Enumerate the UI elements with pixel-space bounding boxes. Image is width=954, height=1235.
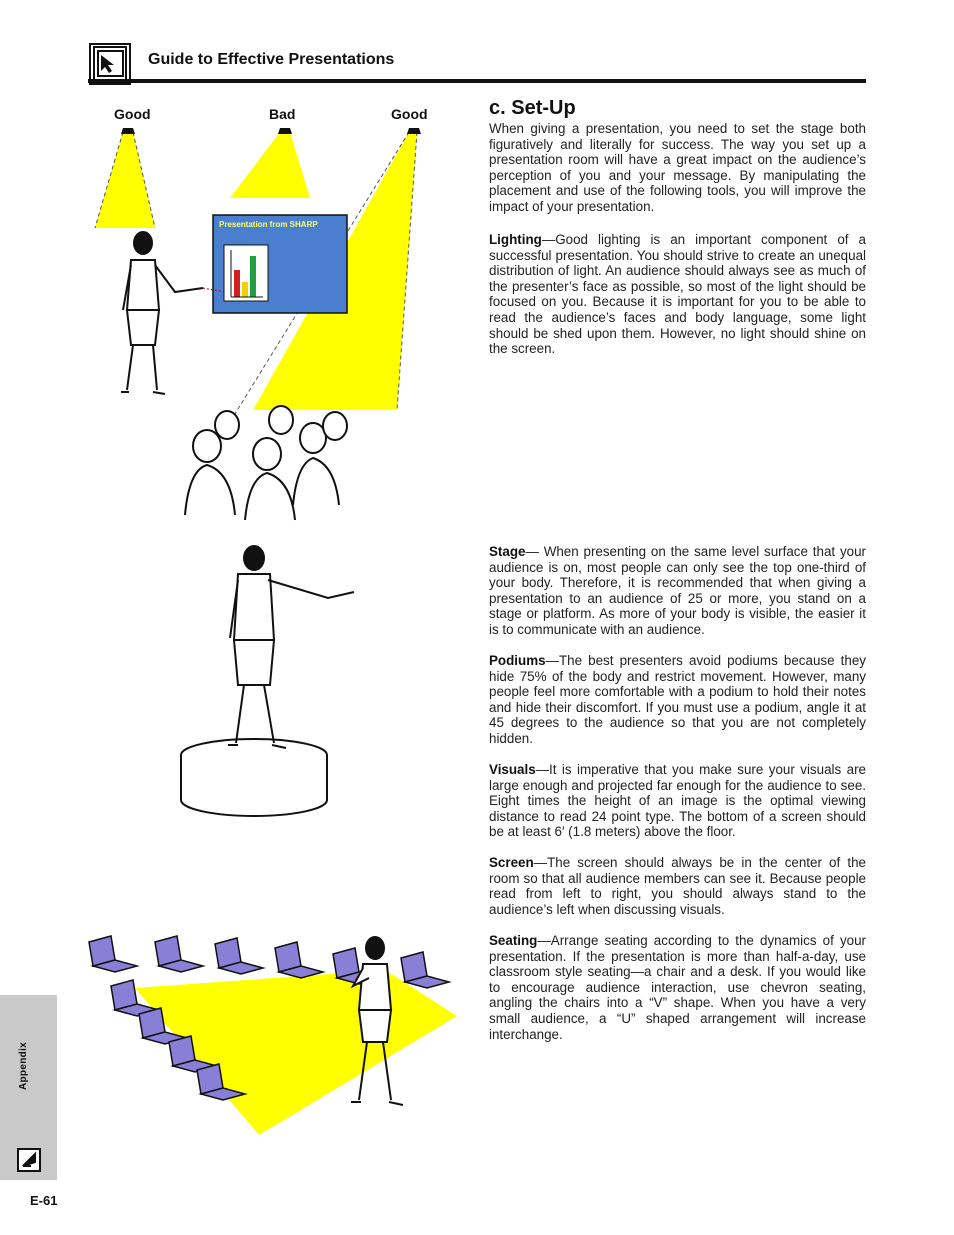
label-good-left: Good [114,106,151,122]
section-title: c. Set-Up [489,97,576,119]
header-rule [88,79,866,83]
page-number: E-61 [30,1193,58,1208]
sidebar-label: Appendix [18,1042,29,1090]
screen-text: —The screen should always be in the center of the room so that all audience members can see it. Because people read from left to right, you should always stand to the audience’s left when discussing visuals. [489,855,866,917]
lighting-paragraph [489,232,866,357]
stage-figure [178,540,368,840]
visuals-term: Visuals [489,762,536,777]
stage-paragraph [489,544,866,638]
intro-paragraph: When giving a presentation, you need to set the stage both figuratively and literally for success. The way you set up a presentation room will have a great impact on the audience’s perception of you and your message. By manipulating the placement and use of the following tools, you will improve the impact of your presentation. [489,121,866,214]
light-beam-screen [230,132,310,198]
audience-figure [185,406,347,520]
podiums-paragraph [489,653,866,747]
podiums-term: Podiums [489,653,546,668]
visuals-paragraph [489,762,866,840]
appendix-icon [17,1148,41,1172]
lighting-text: —Good lighting is an important component of a successful presentation. You should strive to create an unequal distribution of light. An audience should always see as much of the presenter’s face as possible, so most of the light should be focused on you. Because it is important for you to be able to read the audience’s faces and body language, some light should be shed upon them. However, no light should shine on the screen. [489,232,866,357]
stage-term: Stage [489,544,526,559]
lighting-term: Lighting [489,232,542,247]
screen-paragraph [489,855,866,917]
light-beam-presenter [95,132,155,228]
screen-caption: Presentation from SHARP [219,220,318,229]
seating-figure [85,930,465,1145]
seating-paragraph [489,933,866,1042]
stage-text: — When presenting on the same level surface that your audience is on, most people can only see the top one-third of your body. Therefore, it is recommended that when giving a presentation to an audience of 25 or more, you stand on a stage or platform. As more of your body is visible, the easier it is to communicate with an audience. [489,544,866,637]
podiums-text: —The best presenters avoid podiums because they hide 75% of the body and restrict movement. However, many people feel more comfortable with a podium to hold their notes and hide their discomfort. If you must use a podium, angle it at 45 degrees to the audience so that you are not completely hidden. [489,653,866,746]
screen-term: Screen [489,855,534,870]
lighting-figure [85,120,465,530]
presenter-figure [121,232,203,394]
label-bad: Bad [269,106,296,122]
seating-term: Seating [489,933,538,948]
visuals-text: —It is imperative that you make sure your visuals are large enough and projected far enough for the audience to see. Eight times the height of an image is the optimal viewing distance to read 24 point type. The bottom of a screen should be at least 6′ (1.8 meters) above the floor. [489,762,866,840]
seating-text: —Arrange seating according to the dynamics of your presentation. If the presentation is more than half-a-day, use classroom style seating—a chair and a desk. If you would like to encourage audience interaction, use chevron seating, angling the chairs into a “V” shape. When you have a very small audience, a “U” shaped arrangement will increase interchange. [489,933,866,1042]
label-good-right: Good [391,106,428,122]
header-title: Guide to Effective Presentations [148,51,395,68]
